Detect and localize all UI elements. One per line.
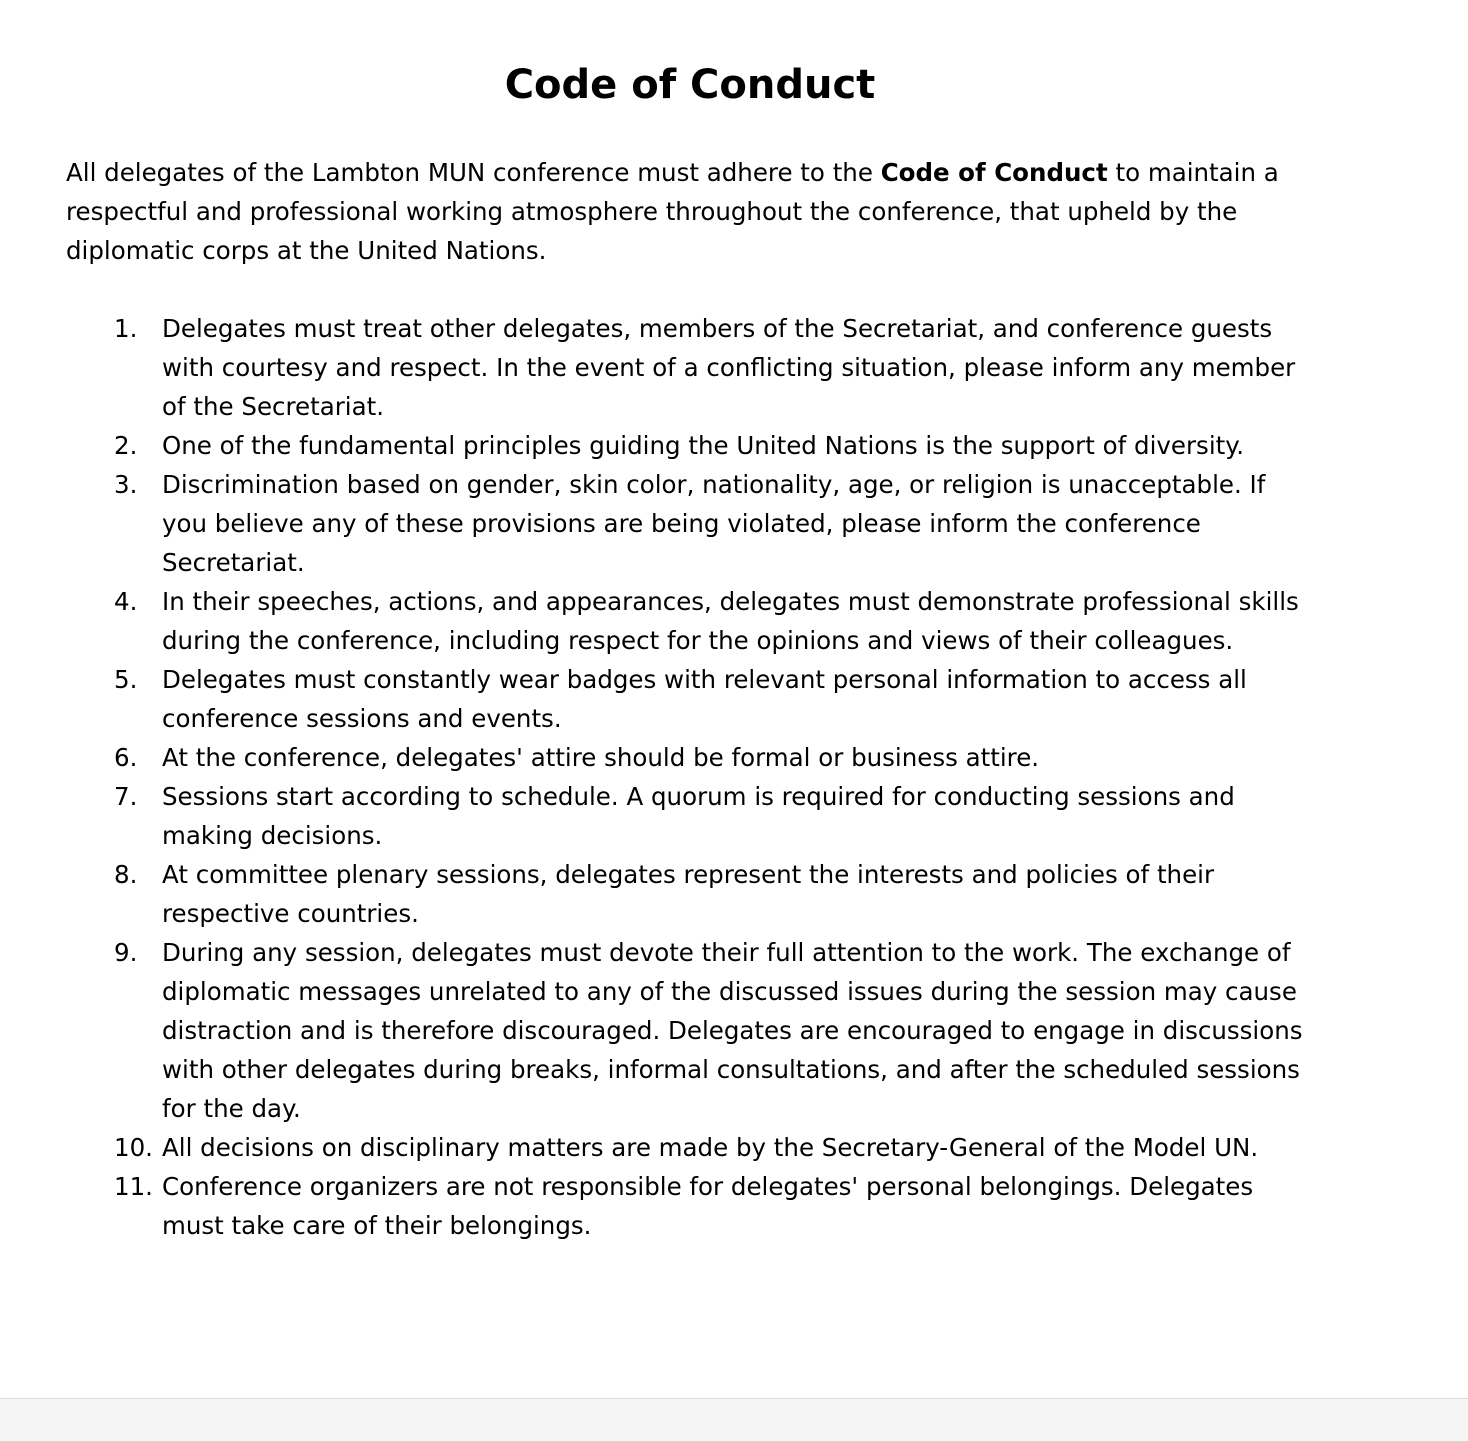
- list-item-text: One of the fundamental principles guiding the United Nations is the support of diversity.: [162, 431, 1245, 460]
- list-item-number: 7.: [114, 782, 138, 811]
- list-item: [0, 426, 1312, 465]
- list-item: [0, 933, 1312, 1128]
- list-item-text: Discrimination based on gender, skin color, nationality, age, or religion is unacceptable. If you believe any of these provisions are being violated, please inform the conference Secretariat.: [162, 470, 1266, 577]
- list-item-number: 11.: [114, 1172, 153, 1201]
- list-item: [0, 1128, 1312, 1167]
- list-item: [0, 660, 1312, 738]
- list-item-number: 2.: [114, 431, 138, 460]
- list-item-number: 6.: [114, 743, 138, 772]
- list-item-number: 1.: [114, 314, 138, 343]
- list-item: [0, 1167, 1312, 1245]
- list-item-number: 4.: [114, 587, 138, 616]
- list-item-text: During any session, delegates must devote their full attention to the work. The exchange of diplomatic messages unrelated to any of the discussed issues during the session may cause distraction and is therefore discouraged. Delegates are encouraged to engage in discussions with other delegates during breaks, informal consultations, and after the scheduled sessions for the day.: [162, 938, 1303, 1123]
- list-item-number: 9.: [114, 938, 138, 967]
- list-item-text: Delegates must constantly wear badges with relevant personal information to access all conference sessions and events.: [162, 665, 1247, 733]
- list-item: [0, 738, 1312, 777]
- rules-list: [0, 309, 1312, 1245]
- list-item-text: In their speeches, actions, and appearances, delegates must demonstrate professional skills during the conference, including respect for the opinions and views of their colleagues.: [162, 587, 1299, 655]
- list-item: [0, 309, 1312, 426]
- list-item-text: At the conference, delegates' attire should be formal or business attire.: [162, 743, 1040, 772]
- list-item-number: 3.: [114, 470, 138, 499]
- list-item: [0, 777, 1312, 855]
- intro-text-after: to maintain a respectful and professional working atmosphere throughout the conference, that upheld by the diplomatic corps at the United Nations.: [66, 158, 1279, 265]
- intro-bold-text: Code of Conduct: [880, 158, 1108, 187]
- list-item: [0, 465, 1312, 582]
- page-title: Code of Conduct: [504, 62, 876, 108]
- list-item-number: 5.: [114, 665, 138, 694]
- intro-text-before: All delegates of the Lambton MUN conference must adhere to the: [66, 158, 881, 187]
- intro-paragraph: [66, 153, 1316, 270]
- list-item-number: 10.: [114, 1133, 153, 1162]
- list-item-text: Delegates must treat other delegates, members of the Secretariat, and conference guests with courtesy and respect. In the event of a conflicting situation, please inform any member of the Secretariat.: [162, 314, 1296, 421]
- list-item-text: At committee plenary sessions, delegates represent the interests and policies of their respective countries.: [162, 860, 1215, 928]
- list-item-number: 8.: [114, 860, 138, 889]
- list-item: [0, 582, 1312, 660]
- list-item: [0, 855, 1312, 933]
- bottom-bar: [0, 1398, 1468, 1441]
- list-item-text: All decisions on disciplinary matters are made by the Secretary-General of the Model UN.: [162, 1133, 1259, 1162]
- list-item-text: Conference organizers are not responsible for delegates' personal belongings. Delegates must take care of their belongings.: [162, 1172, 1254, 1240]
- list-item-text: Sessions start according to schedule. A quorum is required for conducting sessions and making decisions.: [162, 782, 1235, 850]
